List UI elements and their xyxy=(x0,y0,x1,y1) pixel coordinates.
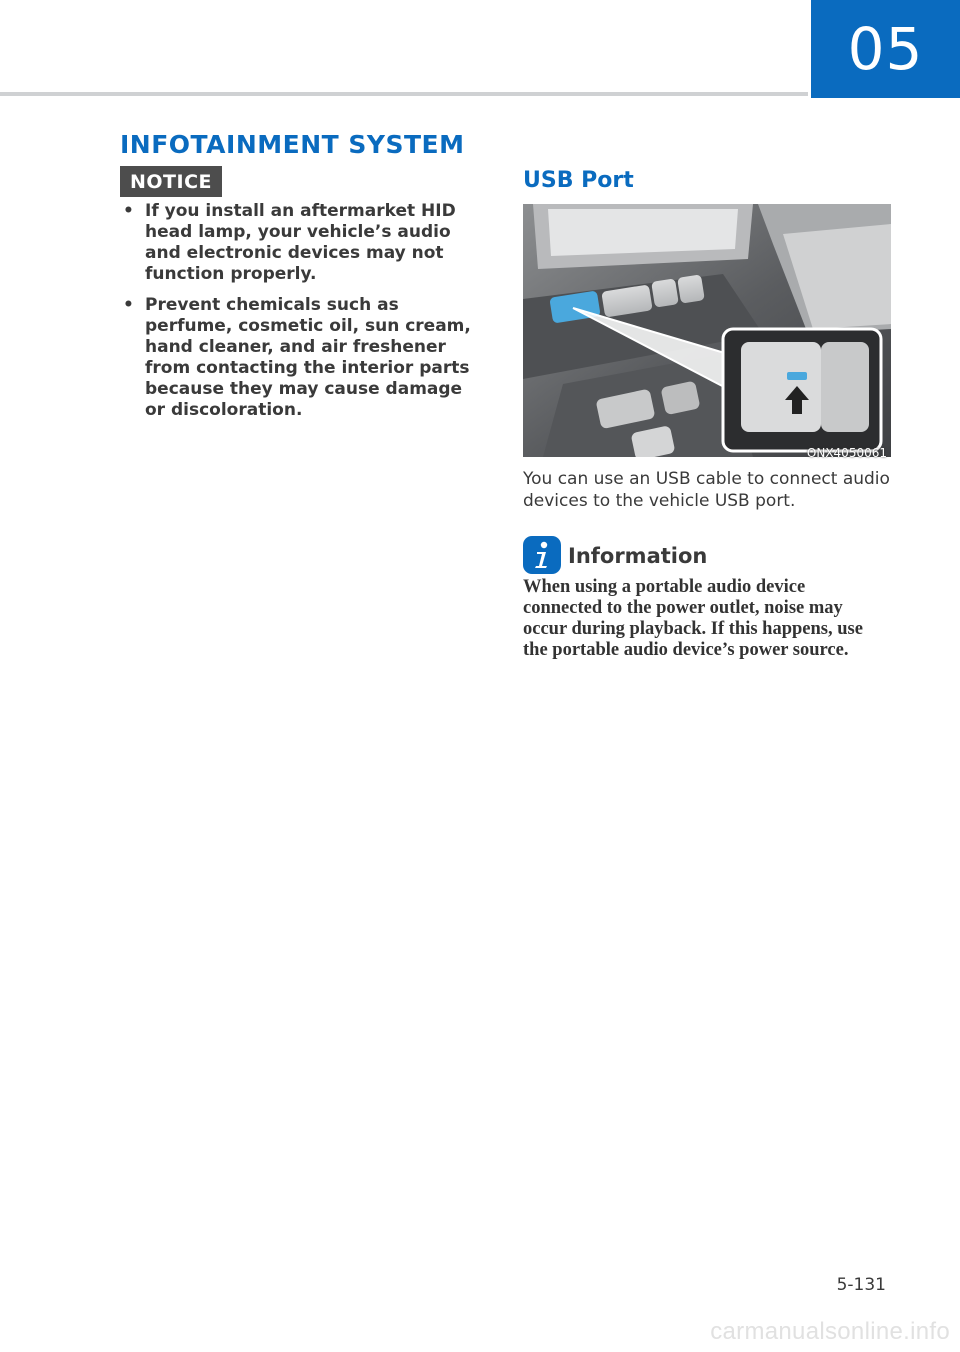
page-number: 5-131 xyxy=(836,1275,886,1295)
watermark: carmanualsonline.info xyxy=(710,1318,950,1345)
header-rule xyxy=(0,92,808,96)
notice-list xyxy=(120,201,480,431)
section-title: INFOTAINMENT SYSTEM xyxy=(120,130,465,159)
chapter-tab xyxy=(811,0,960,98)
notice-label: NOTICE xyxy=(120,166,222,197)
usb-port-photo xyxy=(523,204,891,457)
notice-item: • Prevent chemicals such as perfume, cosmetic oil, sun cream, hand cleaner, and air freshener from contacting the interior parts because they may cause damage or discoloration. xyxy=(120,295,480,421)
image-code: ONX4050061 xyxy=(806,446,887,460)
information-text: When using a portable audio device connected to the power outlet, noise may occur during playback. If this happens, use the portable audio device’s power source. xyxy=(523,577,863,660)
usb-port-heading: USB Port xyxy=(523,168,634,193)
notice-item: • If you install an aftermarket HID head lamp, your vehicle’s audio and electronic devices may not function properly. xyxy=(120,201,480,285)
usb-port-description: You can use an USB cable to connect audio devices to the vehicle USB port. xyxy=(523,469,890,511)
information-heading: Information xyxy=(568,544,708,568)
info-icon xyxy=(523,536,561,574)
chapter-number: 05 xyxy=(847,15,924,83)
